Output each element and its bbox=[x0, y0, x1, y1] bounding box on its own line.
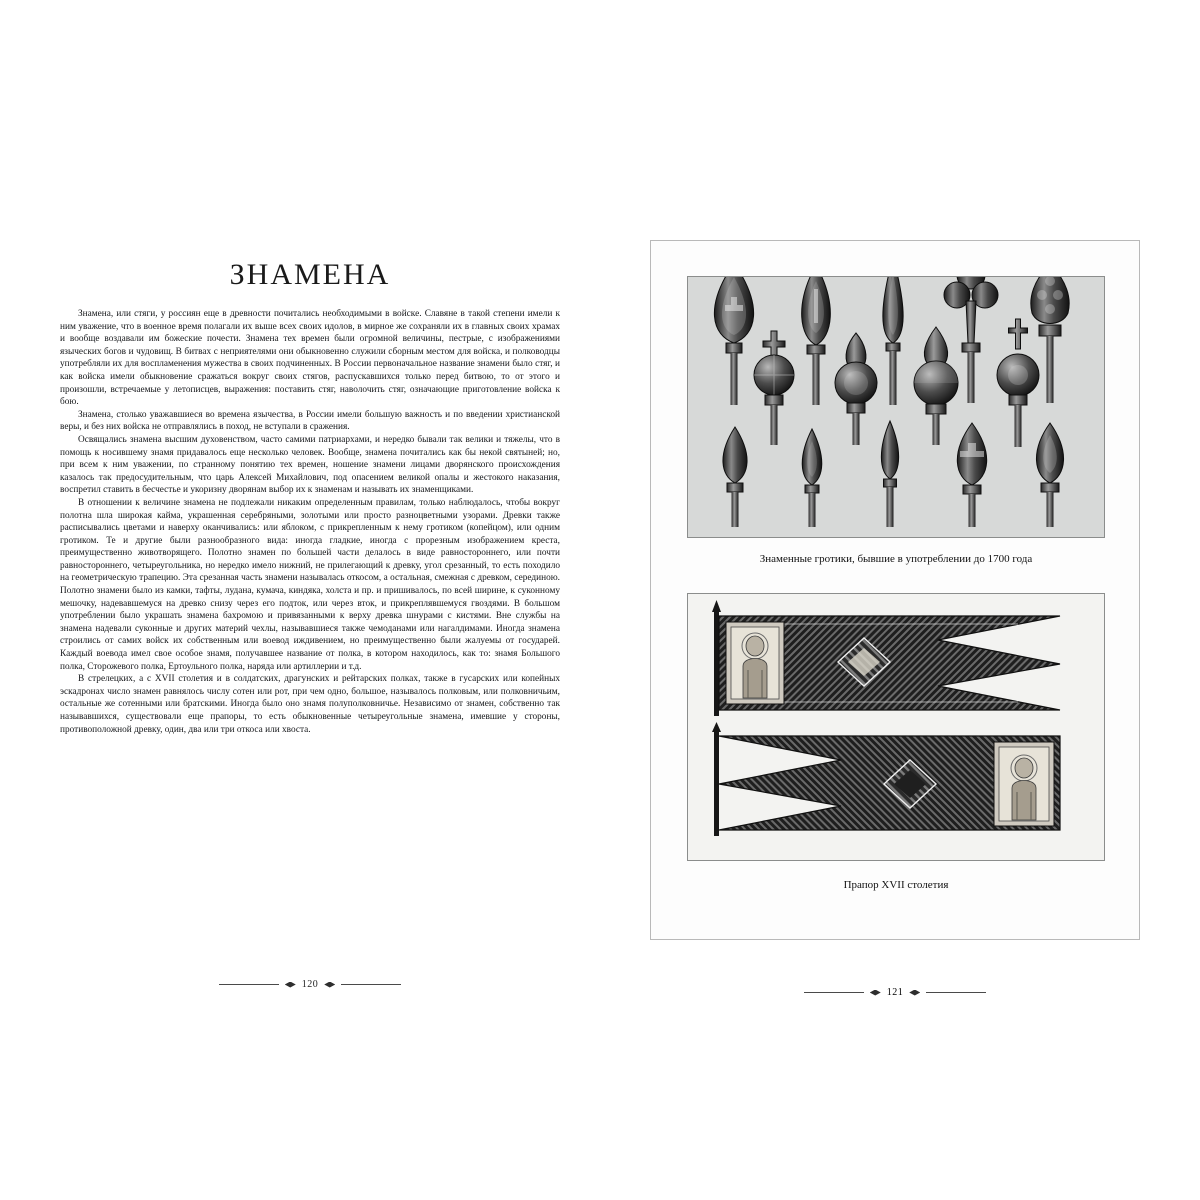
paragraph: Освящались знамена высшим духовенством, часто самими патриархами, и нередко бывали так велики и тяжелы, что в помощь к носившему знамя придавалось еще несколько человек. Вообще, знамена почитались как бы некой святыней; но, при всем к ним уважении, по странному понятию тех времен, ношение знамени лицами дворянского происхождения казалось так предосудительным, что царь Алексей Михайлович, под опасением великой опалы и жестокого наказания, воспретил ставить в бесчестье и укоризну дворянам выбор их к знаменам и называть их знаменщиками. bbox=[60, 434, 560, 496]
left-page bbox=[60, 230, 560, 990]
paragraph: Знамена, или стяги, у россиян еще в древности почитались необходимыми в войске. Славяне в такой степени имели к ним уважение, что в военное время полагали их выше всех своих идолов, в мирное же сохраняли их в главных своих храмах и вообще воздавали им божеские почести. Знамена тех времен были огромной величины, пестрые, с изображениями языческих богов и чудовищ. В битвах с неприятелями они обыкновенно служили сборным местом для войска, и полководцы употребляли их для воспламенения мужества в своих подчиненных. В России первоначальное название знамени было стяг, и как войска имели обыкновение сражаться вокруг своих стягов, распускавшихся только перед битвою, то от этого и произошли, встречаемые у летописцев, выражения: поставить стяг, наволочить стяг, означающие приготовление войска к бою. bbox=[60, 309, 560, 408]
folio-diamond-icon bbox=[285, 982, 296, 988]
plate-caption-finials: Знаменные гротики, бывшие в употреблении до 1700 года bbox=[759, 553, 1033, 565]
folio-diamond-icon bbox=[909, 990, 920, 996]
page-title: ЗНАМЕНА bbox=[229, 258, 391, 291]
paragraph: Знамена, столько уважавшиеся во времена язычества, в России имели большую важность и по введении христианской веры, и без них войска не отправлялись в поход, не вступали в сражения. bbox=[60, 409, 560, 433]
folio-diamond-icon bbox=[870, 990, 881, 996]
left-folio bbox=[60, 977, 560, 990]
plate-caption-banner: Прапор XVII столетия bbox=[843, 879, 949, 891]
plate-finials bbox=[687, 276, 1105, 538]
page-number: 120 bbox=[301, 979, 319, 990]
plate-banner bbox=[687, 593, 1105, 861]
folio-diamond-icon bbox=[324, 982, 335, 988]
paragraph: В стрелецких, а с XVII столетия и в солдатских, драгунских и рейтарских полках, также в гусарских или копейных эскадронах число знамен равнялось числу сотен или рот, при чем одно, большое, называлось полковым, или полковничьим, остальные же сотенными или братскими. Иногда было оно знамя полуполковничье. Независимо от знамен, собственно так называвшихся, существовали еще прапоры, то есть обыкновенные четыреугольные знамена, имевшие у стороны, противоположной древку, один, два или три откоса или хвоста. bbox=[60, 674, 560, 735]
folio-rule-right bbox=[926, 992, 986, 993]
body-text bbox=[60, 308, 560, 736]
banner-illustration bbox=[688, 594, 1104, 860]
folio-rule-left bbox=[804, 992, 864, 993]
finials-illustration bbox=[688, 277, 1104, 537]
folio-rule-right bbox=[341, 984, 401, 985]
page-number: 121 bbox=[886, 987, 904, 998]
folio-rule-left bbox=[219, 984, 279, 985]
paragraph: В отношении к величине знамена не подлежали никаким определенным правилам, только наблюдалось, чтобы вокруг полотна шла широкая кайма, украшенная серебряными, золотыми или просто разноцветными узорами. Древки также расписывались цветами и наверху оканчивались: или яблоком, с прикрепленным к нему гротиком (копейцом), или одним гротиком. Те и другие были разнообразного вида: иногда гладкие, иногда с прорезным изображением креста, преимущественно животворящего. Полотно знамен по большей части делалось в виде равностороннего, или почти равностороннего, четыреугольника, но нередко имело нижний, не прилегающий к древку, угол срезанный, то есть походило на геометрическую трапецию. Эта срезанная часть знамени называлась откосом, а остальная, смежная с древком, серединою. Полотно знамени было из камки, тафты, лудана, кумача, киндяка, холста и пр. и пришивалось, по всей ширине, к суконному мешочку, надевавшемуся на древко снизу через его подток, или через вток, и прикреплявшемуся гвоздями. В большом употреблении было украшать знамена бахромою и привязанными к верху древка шнурами с кистями. Вне службы на знамена надевали суконные и других материй чехлы, называвшиеся также чемоданами или нагалдимами. Иногда знамена строились от самих войск их собственным или воевод иждивением, но преимущественно были жалуемы от государей. Каждый воевода имел свое особое знамя, получавшее название от полка, в котором находилось, как то: знамя Большого полка, Сторожевого полка, Ертоульного полка, наряда или артиллерии и т.д. bbox=[60, 497, 560, 672]
right-folio bbox=[650, 985, 1140, 998]
right-page bbox=[650, 240, 1140, 940]
